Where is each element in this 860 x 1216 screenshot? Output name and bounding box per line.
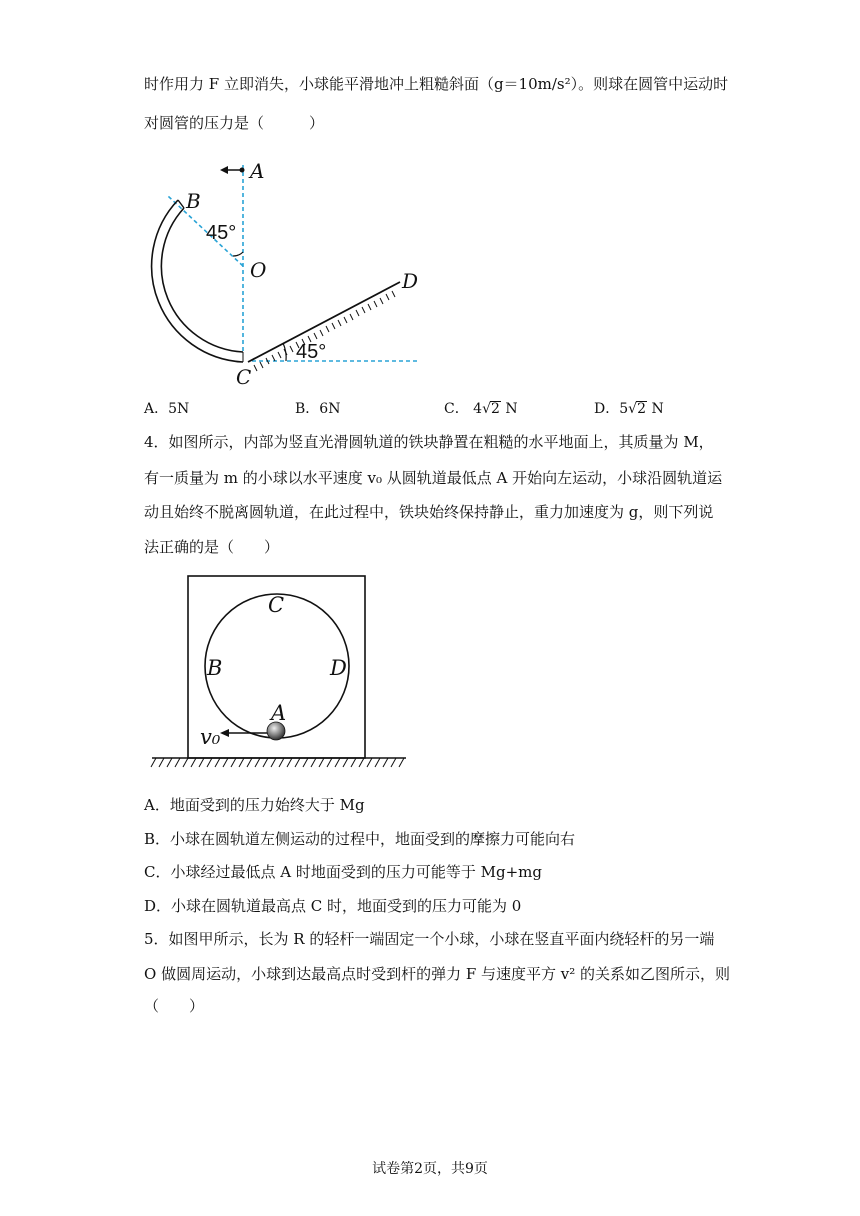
arrow-head xyxy=(220,166,228,174)
label-b: B xyxy=(186,189,201,213)
q3-option-d-prefix: D． xyxy=(594,401,620,417)
q3-option-d: D．5√2 N xyxy=(594,401,664,417)
q4-option-c: C．小球经过最低点 A 时地面受到的压力可能等于 Mg+mg xyxy=(144,863,542,881)
q4-text-line-2: 有一质量为 m 的小球以水平速度 v₀ 从圆轨道最低点 A 开始向左运动，小球沿圆轨道运 xyxy=(144,469,723,487)
q3-option-c-radicand: 2 xyxy=(491,401,500,417)
q4-option-b: B．小球在圆轨道左侧运动的过程中，地面受到的摩擦力可能向右 xyxy=(144,830,576,848)
label-b: B xyxy=(207,656,223,680)
q5-text-line-3: （ ） xyxy=(144,997,205,1015)
page-footer: 试卷第2页，共9页 xyxy=(372,1161,488,1177)
label-v0: v₀ xyxy=(200,725,221,749)
q3-option-c-coef: 4 xyxy=(473,401,483,417)
q5-text-line-1: 5．如图甲所示，长为 R 的轻杆一端固定一个小球，小球在竖直平面内绕轻杆的另一端 xyxy=(144,930,715,948)
q3-option-c: C． 4√2 N xyxy=(444,401,518,417)
q5-text-line-2: O 做圆周运动，小球到达最高点时受到杆的弹力 F 与速度平方 v² 的关系如乙图所示，则 xyxy=(144,965,731,983)
q3-option-c-unit: N xyxy=(505,401,518,417)
bottom-angle-arc xyxy=(283,343,286,361)
q3-text-line-1: 时作用力 F 立即消失，小球能平滑地冲上粗糙斜面（g＝10m/s²）。则球在圆管中运动时 xyxy=(144,75,729,93)
q3-option-a: A．5N xyxy=(144,401,190,417)
angle-label-top: 45° xyxy=(206,222,237,244)
q4-option-a: A．地面受到的压力始终大于 Mg xyxy=(144,796,365,814)
top-angle-arc xyxy=(233,252,243,256)
q4-text-line-3: 动且始终不脱离圆轨道，在此过程中，铁块始终保持静止，重力加速度为 g，则下列说 xyxy=(144,503,714,521)
q3-text-line-2: 对圆管的压力是（ ） xyxy=(144,114,325,132)
label-c: C xyxy=(236,365,252,389)
label-d: D xyxy=(402,269,419,293)
ground-hatching xyxy=(151,758,404,767)
label-d: D xyxy=(330,656,347,680)
label-a: A xyxy=(250,159,265,183)
q4-option-d: D．小球在圆轨道最高点 C 时，地面受到的压力可能为 0 xyxy=(144,897,522,915)
q3-option-d-radicand: 2 xyxy=(637,401,646,417)
point-a-dot xyxy=(240,168,245,173)
q3-option-d-unit: N xyxy=(651,401,664,417)
q4-figure xyxy=(145,570,415,770)
label-c: C xyxy=(268,593,285,617)
q4-text-line-4: 法正确的是（ ） xyxy=(144,538,280,556)
q3-option-c-prefix: C． xyxy=(444,401,469,417)
angle-label-bottom: 45° xyxy=(296,341,327,363)
velocity-arrow-head xyxy=(220,729,229,737)
q3-option-d-coef: 5 xyxy=(619,401,629,417)
label-a: A xyxy=(271,701,287,725)
q4-text-line-1: 4．如图所示，内部为竖直光滑圆轨道的铁块静置在粗糙的水平地面上，其质量为 M， xyxy=(144,433,714,451)
q3-figure xyxy=(140,150,440,390)
q3-option-b: B．6N xyxy=(295,401,341,417)
label-o: O xyxy=(250,258,267,282)
